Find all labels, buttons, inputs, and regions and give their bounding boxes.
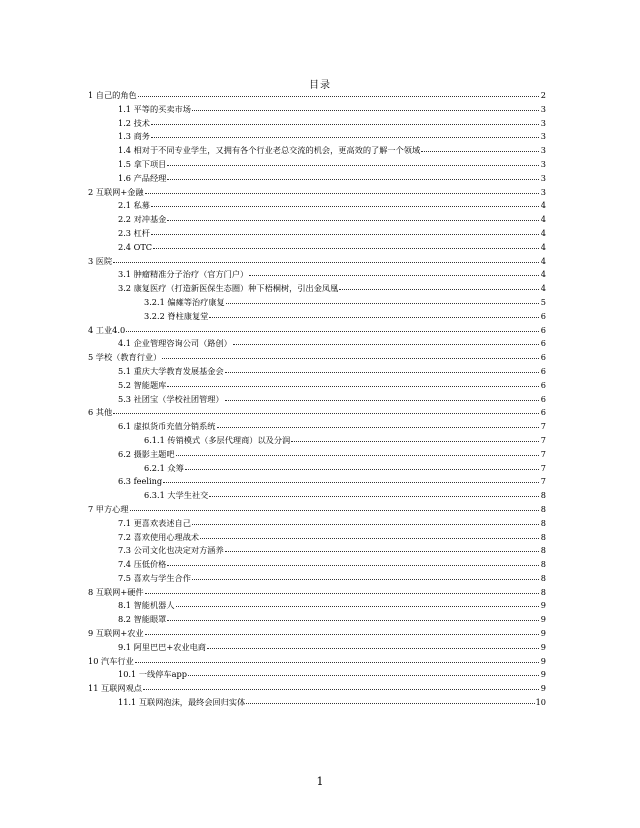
toc-entry[interactable] <box>88 351 546 365</box>
toc-entry-page: 8 <box>540 572 546 583</box>
toc-leader-dots <box>200 531 539 539</box>
toc-leader-dots <box>176 599 539 607</box>
toc-leader-dots <box>185 462 539 470</box>
toc-title: 目录 <box>309 80 331 91</box>
toc-entry[interactable] <box>88 544 546 558</box>
toc-entry-page: 8 <box>540 490 546 501</box>
toc-entry-label: 2 互联网+金融 <box>88 186 144 197</box>
toc-leader-dots <box>217 420 540 428</box>
toc-entry-label: 5 学校（教育行业） <box>88 352 162 363</box>
toc-entry[interactable] <box>88 130 546 144</box>
toc-entry-page: 3 <box>540 131 546 142</box>
toc-entry[interactable] <box>88 227 546 241</box>
toc-entry[interactable] <box>88 213 546 227</box>
toc-leader-dots <box>209 489 539 497</box>
toc-leader-dots <box>153 241 539 249</box>
toc-entry-label: 8.2 智能眼罩 <box>118 614 167 625</box>
toc-entry[interactable] <box>88 503 546 517</box>
toc-leader-dots <box>167 613 539 621</box>
toc-leader-dots <box>163 475 539 483</box>
toc-entry[interactable] <box>88 282 546 296</box>
toc-entry[interactable] <box>88 531 546 545</box>
toc-entry-label: 4 工业4.0 <box>88 324 126 335</box>
toc-entry[interactable] <box>88 310 546 324</box>
toc-leader-dots <box>188 668 539 676</box>
toc-leader-dots <box>143 682 539 690</box>
toc-leader-dots <box>233 337 539 345</box>
toc-entry-label: 6.1 虚拟货币充值分销系统 <box>118 421 216 432</box>
toc-entry-page: 6 <box>540 352 546 363</box>
toc-entry-page: 4 <box>540 269 546 280</box>
toc-leader-dots <box>151 130 539 138</box>
toc-entry-page: 4 <box>540 227 546 238</box>
toc-entry-page: 4 <box>540 255 546 266</box>
toc-leader-dots <box>167 172 539 180</box>
toc-entry-page: 9 <box>540 614 546 625</box>
toc-leader-dots <box>225 365 539 373</box>
toc-entry-label: 9.1 阿里巴巴+农业电商 <box>118 641 206 652</box>
toc-entry[interactable] <box>88 627 546 641</box>
toc-entry-page: 8 <box>540 531 546 542</box>
toc-leader-dots <box>167 379 539 387</box>
toc-entry-page: 7 <box>540 434 546 445</box>
toc-entry-page: 7 <box>540 476 546 487</box>
toc-entry[interactable] <box>88 144 546 158</box>
toc-entry[interactable] <box>88 448 546 462</box>
toc-leader-dots <box>176 448 539 456</box>
toc-entry-page: 3 <box>540 186 546 197</box>
toc-entry[interactable] <box>88 586 546 600</box>
toc-leader-dots <box>151 199 539 207</box>
toc-entry-label: 3.2 康复医疗（打造新医保生态圈）种下梧桐树，引出金凤凰 <box>118 283 339 294</box>
toc-entry-page: 10 <box>535 697 546 708</box>
toc-leader-dots <box>145 586 539 594</box>
toc-entry[interactable] <box>88 324 546 338</box>
toc-entry[interactable] <box>88 268 546 282</box>
toc-entry-page: 3 <box>540 103 546 114</box>
page-number: 1 <box>316 775 324 788</box>
toc-entry[interactable] <box>88 641 546 655</box>
toc-entry-page: 3 <box>540 145 546 156</box>
toc-leader-dots <box>192 103 539 111</box>
toc-entry-label: 6 其他 <box>88 407 113 418</box>
toc-entry-label: 7.4 压低价格 <box>118 559 167 570</box>
toc-entry-page: 8 <box>540 545 546 556</box>
toc-entry-page: 4 <box>540 200 546 211</box>
toc-entry-label: 3.1 肿瘤精准分子治疗（官方门户） <box>118 269 249 280</box>
toc-entry-label: 5.1 重庆大学教育发展基金会 <box>118 365 224 376</box>
toc-leader-dots <box>249 268 539 276</box>
toc-entry-page: 9 <box>540 628 546 639</box>
toc-leader-dots <box>151 227 539 235</box>
toc-entry-label: 1.6 产品经理 <box>118 172 167 183</box>
toc-entry-label: 6.2.1 众筹 <box>144 462 184 473</box>
toc-entry-page: 6 <box>540 310 546 321</box>
toc-entry-page: 7 <box>540 421 546 432</box>
toc-entry-label: 2.2 对冲基金 <box>118 214 167 225</box>
toc-entry-page: 7 <box>540 448 546 459</box>
toc-entry[interactable] <box>88 572 546 586</box>
toc-entry-page: 6 <box>540 338 546 349</box>
toc-entry[interactable] <box>88 613 546 627</box>
toc-leader-dots <box>151 117 539 125</box>
toc-entry-label: 1.2 技术 <box>118 117 150 128</box>
toc-entry-label: 5.3 社团宝（学校社团管理） <box>118 393 224 404</box>
toc-leader-dots <box>113 255 539 263</box>
toc-leader-dots <box>225 393 539 401</box>
toc-entry[interactable] <box>88 172 546 186</box>
toc-leader-dots <box>135 655 539 663</box>
toc-entry[interactable] <box>88 117 546 131</box>
toc-entry-page: 6 <box>540 365 546 376</box>
toc-entry[interactable] <box>88 379 546 393</box>
toc-leader-dots <box>226 296 539 304</box>
toc-entry[interactable] <box>88 393 546 407</box>
toc-entry-label: 6.3.1 大学生社交 <box>144 490 209 501</box>
toc-leader-dots <box>113 406 539 414</box>
toc-entry-label: 3.2.1 偏瘫等治疗康复 <box>144 296 225 307</box>
toc-entry-label: 2.4 OTC <box>118 241 153 252</box>
toc-leader-dots <box>162 351 539 359</box>
toc-leader-dots <box>207 641 539 649</box>
toc-entry[interactable] <box>88 406 546 420</box>
toc-entry[interactable] <box>88 668 546 682</box>
toc-entry-label: 2.3 杠杆 <box>118 227 150 238</box>
toc-leader-dots <box>167 558 539 566</box>
toc-entry-page: 3 <box>540 158 546 169</box>
toc-entry[interactable] <box>88 462 546 476</box>
toc-leader-dots <box>192 517 539 525</box>
toc-entry[interactable] <box>88 682 546 696</box>
toc-leader-dots <box>291 434 539 442</box>
toc-entry-page: 9 <box>540 641 546 652</box>
toc-entry-label: 4.1 企业管理咨询公司（路创） <box>118 338 232 349</box>
toc-entry[interactable] <box>88 599 546 613</box>
toc-entry-page: 8 <box>540 517 546 528</box>
toc-entry-label: 8.1 智能机器人 <box>118 600 175 611</box>
toc-entry-label: 9 互联网+农业 <box>88 628 144 639</box>
toc-entry-page: 8 <box>540 559 546 570</box>
toc-entry-page: 9 <box>540 600 546 611</box>
toc-entry[interactable] <box>88 489 546 503</box>
toc-entry[interactable] <box>88 365 546 379</box>
toc-entry-label: 10.1 一线停车app <box>118 669 187 680</box>
toc-leader-dots <box>192 572 539 580</box>
toc-entry-page: 4 <box>540 214 546 225</box>
toc-entry-page: 9 <box>540 683 546 694</box>
toc-entry-page: 6 <box>540 407 546 418</box>
toc-entry[interactable] <box>88 517 546 531</box>
toc-entry-page: 6 <box>540 393 546 404</box>
toc-entry-label: 6.2 摄影主题吧 <box>118 448 175 459</box>
toc-leader-dots <box>225 544 539 552</box>
toc-entry[interactable] <box>88 337 546 351</box>
toc-entry-page: 3 <box>540 172 546 183</box>
toc-entry-page: 2 <box>540 90 546 100</box>
toc-entry-label: 11.1 互联网泡沫，最终会回归实体 <box>118 697 246 708</box>
toc-entry-page: 3 <box>540 117 546 128</box>
toc-entry-label: 1 自己的角色 <box>88 90 137 100</box>
toc-entry[interactable] <box>88 296 546 310</box>
toc-leader-dots <box>126 324 539 332</box>
toc-entry-label: 6.3 feeling <box>118 476 163 487</box>
toc-entry-label: 1.1 平等的买卖市场 <box>118 103 191 114</box>
toc-entry-page: 4 <box>540 283 546 294</box>
toc-entry-page: 8 <box>540 503 546 514</box>
toc-entry-page: 9 <box>540 669 546 680</box>
toc-entry-label: 6.1.1 传销模式（多层代理商）以及分润 <box>144 434 291 445</box>
toc-entry-page: 9 <box>540 655 546 666</box>
toc-leader-dots <box>167 213 539 221</box>
toc-leader-dots <box>145 627 539 635</box>
toc-entry-label: 7 甲方心理 <box>88 503 129 514</box>
toc-leader-dots <box>339 282 539 290</box>
toc-entry[interactable] <box>88 255 546 269</box>
toc-entry[interactable] <box>88 89 546 103</box>
toc-entry-page: 5 <box>540 296 546 307</box>
toc-entry[interactable] <box>88 434 546 448</box>
toc-entry-label: 2.1 私募 <box>118 200 150 211</box>
toc-entry-label: 1.3 商务 <box>118 131 150 142</box>
table-of-contents <box>88 89 546 710</box>
toc-entry-page: 6 <box>540 379 546 390</box>
toc-entry-page: 4 <box>540 241 546 252</box>
toc-entry[interactable] <box>88 420 546 434</box>
toc-entry-label: 7.1 更喜欢表述自己 <box>118 517 191 528</box>
toc-entry[interactable] <box>88 696 546 710</box>
toc-entry-label: 1.4 相对于不同专业学生，又拥有各个行业老总交流的机会，更高效的了解一个领域 <box>118 145 421 156</box>
toc-entry-label: 7.2 喜欢使用心理战术 <box>118 531 200 542</box>
toc-entry-page: 7 <box>540 462 546 473</box>
toc-entry[interactable] <box>88 199 546 213</box>
toc-leader-dots <box>145 186 539 194</box>
toc-entry-label: 11 互联网观点 <box>88 683 142 694</box>
toc-leader-dots <box>421 144 539 152</box>
toc-entry-label: 1.5 拿下项目 <box>118 158 167 169</box>
toc-entry-label: 10 汽车行业 <box>88 655 134 666</box>
toc-entry-label: 3 医院 <box>88 255 113 266</box>
toc-entry-label: 7.3 公司文化也决定对方涵养 <box>118 545 224 556</box>
toc-leader-dots <box>130 503 539 511</box>
toc-entry-label: 3.2.2 脊柱康复堂 <box>144 310 209 321</box>
toc-entry[interactable] <box>88 186 546 200</box>
toc-entry[interactable] <box>88 103 546 117</box>
toc-leader-dots <box>138 89 539 97</box>
toc-leader-dots <box>209 310 539 318</box>
toc-leader-dots <box>246 696 534 704</box>
toc-entry-label: 5.2 智能题库 <box>118 379 167 390</box>
toc-entry[interactable] <box>88 158 546 172</box>
toc-leader-dots <box>167 158 539 166</box>
toc-entry-page: 6 <box>540 324 546 335</box>
toc-entry-page: 8 <box>540 586 546 597</box>
toc-entry-label: 7.5 喜欢与学生合作 <box>118 572 191 583</box>
toc-entry[interactable] <box>88 655 546 669</box>
toc-entry[interactable] <box>88 558 546 572</box>
toc-entry-label: 8 互联网+硬件 <box>88 586 144 597</box>
toc-entry[interactable] <box>88 475 546 489</box>
toc-entry[interactable] <box>88 241 546 255</box>
